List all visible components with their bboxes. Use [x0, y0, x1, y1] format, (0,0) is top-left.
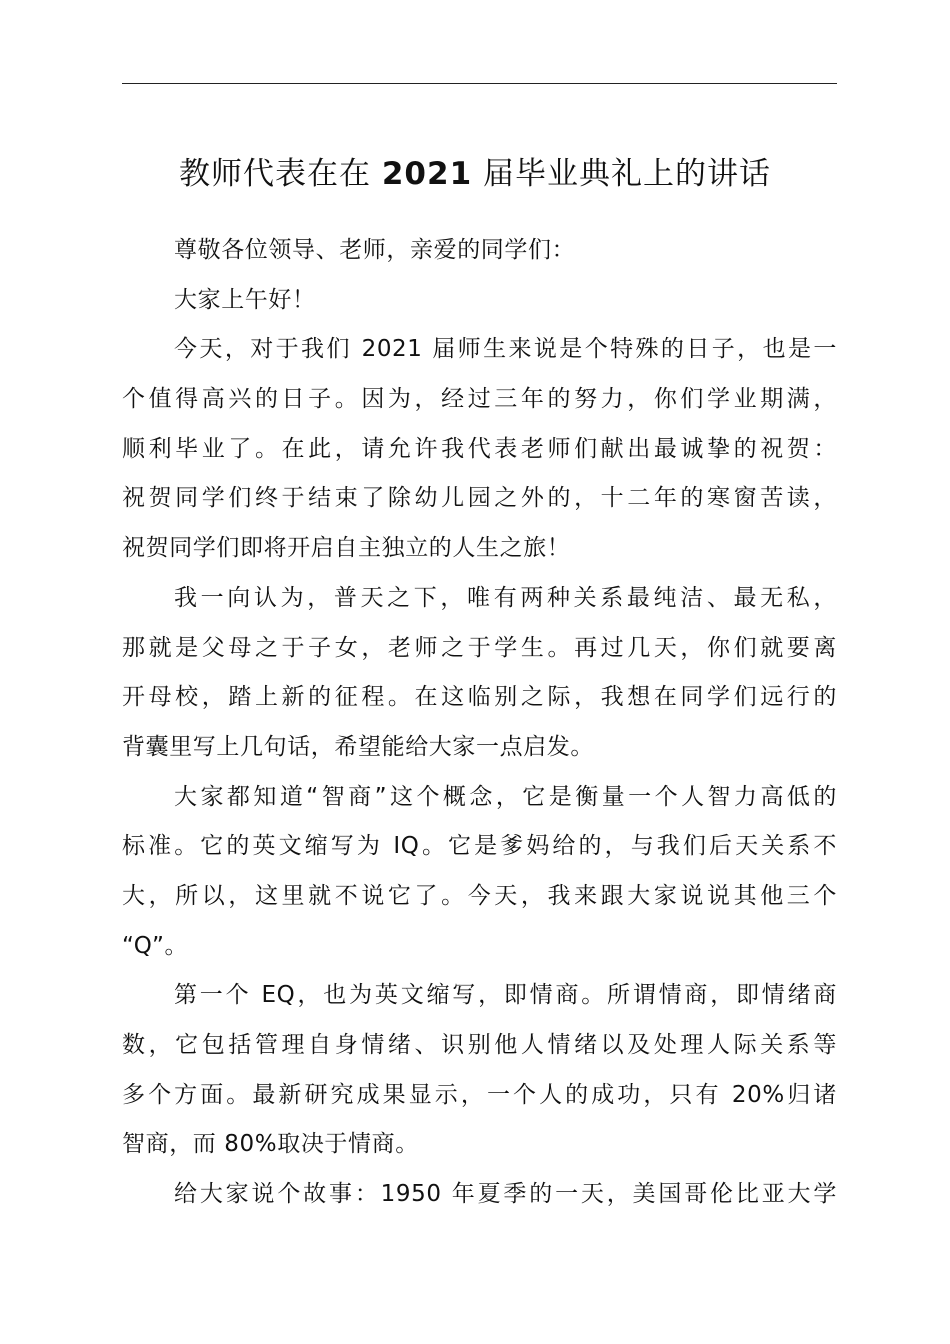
- paragraph-line: 今天，对于我们 2021 届师生来说是个特殊的日子，也是一: [174, 336, 837, 363]
- speech-body: [122, 226, 837, 1220]
- paragraph-line: 那就是父母之于子女，老师之于学生。再过几天，你们就要离: [122, 634, 837, 661]
- paragraph-iq: [122, 773, 837, 972]
- paragraph-line: 大，所以，这里就不说它了。今天，我来跟大家说说其他三个: [122, 882, 837, 909]
- paragraph-line: 尊敬各位领导、老师，亲爱的同学们：: [174, 237, 576, 263]
- paragraph-line: 我一向认为，普天之下，唯有两种关系最纯洁、最无私，: [174, 584, 837, 611]
- paragraph-line: 祝贺同学们即将开启自主独立的人生之旅！: [122, 535, 571, 562]
- paragraph-line: “Q”。: [122, 932, 189, 959]
- paragraph-line: 开母校，踏上新的征程。在这临别之际，我想在同学们远行的: [122, 684, 837, 711]
- paragraph-line: 大家上午好！: [174, 286, 316, 313]
- paragraph-greeting: [122, 226, 837, 276]
- title-year: 2021: [381, 156, 473, 192]
- paragraph-relationships: [122, 574, 837, 773]
- paragraph-eq: [122, 971, 837, 1170]
- paragraph-story: [122, 1170, 837, 1220]
- paragraph-line: 个值得高兴的日子。因为，经过三年的努力，你们学业期满，: [122, 386, 837, 413]
- paragraph-line: 数，它包括管理自身情绪、识别他人情绪以及处理人际关系等: [122, 1032, 837, 1058]
- paragraph-line: 给大家说个故事：1950 年夏季的一天，美国哥伦比亚大学: [174, 1181, 837, 1208]
- paragraph-line: 大家都知道“智商”这个概念，它是衡量一个人智力高低的: [174, 783, 837, 810]
- header-rule: [122, 83, 837, 84]
- paragraph-line: 顺利毕业了。在此，请允许我代表老师们献出最诚挚的祝贺：: [122, 435, 837, 462]
- paragraph-today: [122, 325, 837, 573]
- paragraph-line: 第一个 EQ，也为英文缩写，即情商。所谓情商，即情绪商: [174, 982, 837, 1009]
- paragraph-line: 智商，而 80%取决于情商。: [122, 1131, 419, 1158]
- paragraph-line: 祝贺同学们终于结束了除幼儿园之外的，十二年的寒窗苦读，: [122, 485, 837, 512]
- paragraph-hello: [122, 276, 837, 326]
- paragraph-line: 标准。它的英文缩写为 IQ。它是爹妈给的，与我们后天关系不: [122, 833, 837, 860]
- paragraph-line: 多个方面。最新研究成果显示，一个人的成功，只有 20%归诸: [122, 1081, 837, 1108]
- title-suffix: 届毕业典礼上的讲话: [472, 156, 771, 192]
- page-title: [0, 152, 950, 196]
- paragraph-line: 背囊里写上几句话，希望能给大家一点启发。: [122, 733, 594, 760]
- title-prefix: 教师代表在在: [179, 156, 382, 192]
